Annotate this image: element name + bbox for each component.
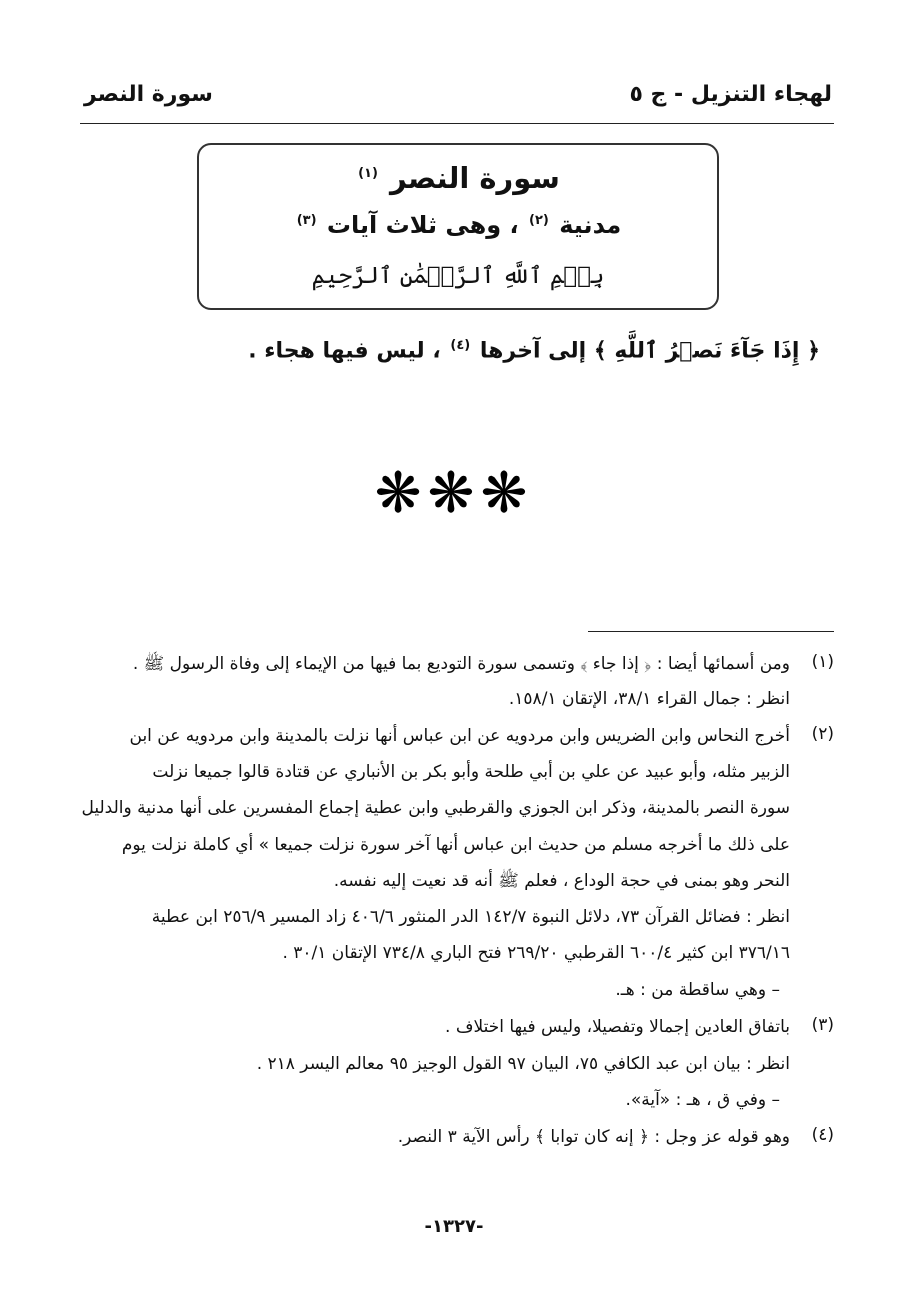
basmala: بِسۡمِ ٱللَّهِ ٱلرَّحۡمَٰنِ ٱلرَّحِيمِ [311, 263, 605, 289]
footnote-rule [588, 631, 834, 632]
footnote-ref-2: (٢) [529, 213, 549, 228]
surah-subtitle [199, 211, 717, 239]
footnote-2-line-1: أخرج النحاس وابن الضريس وابن مردويه عن ابن عباس أنها نزلت بالمدينة وابن مردويه عن ابن [129, 726, 790, 746]
footnote-2-line-5: النحر وهو بمنى في حجة الوداع ، فعلم ﷺ أنه قد نعيت إليه نفسه. [333, 871, 790, 891]
footnote-3-line-2: انظر : بيان ابن عبد الكافي ٧٥، البيان ٩٧ القول الوجيز ٩٥ معالم اليسر ٢١٨ . [256, 1054, 790, 1074]
footnote-4-line-1: وهو قوله عز وجل : ﴿ إنه كان توابا ﴾ رأس الآية ٣ النصر. [397, 1127, 790, 1147]
header-rule [80, 123, 834, 124]
running-header-surah-name: سورة النصر [84, 82, 213, 107]
footnote-1-line-2: انظر : جمال القراء ٣٨/١، الإتقان ١٥٨/١. [508, 689, 790, 709]
footnote-2-line-7: ٣٧٦/١٦ ابن كثير ٦٠٠/٤ القرطبي ٢٦٩/٢٠ فتح الباري ٧٣٤/٨ الإتقان ٣٠/١ . [282, 943, 790, 963]
surah-subtitle-part-b: ، وهى ثلاث آيات [326, 211, 519, 239]
surah-title-box [197, 143, 719, 310]
footnote-number-4: (٤) [811, 1125, 834, 1145]
intro-paragraph [248, 338, 820, 363]
surah-subtitle-part-a: مدنية [559, 211, 622, 239]
footnote-number-2: (٢) [811, 724, 834, 744]
footnote-2-line-8: – وهي ساقطة من : هـ. [615, 980, 780, 1000]
page-number: -١٣٢٧- [424, 1216, 484, 1237]
footnote-2-line-4: على ذلك ما أخرجه مسلم من حديث ابن عباس أنها آخر سورة نزلت جميعا » أي كاملة نزلت يوم [121, 835, 790, 855]
footnote-number-1: (١) [811, 652, 834, 672]
intro-text-b: ، ليس فيها هجاء . [248, 338, 441, 364]
ornament-divider: ❋❋❋ [374, 461, 534, 526]
footnote-2-line-3: سورة النصر بالمدينة، وذكر ابن الجوزي والقرطبي وابن عطية إجماع المفسرين على أنها مدنية والدليل [81, 798, 790, 818]
surah-title [199, 161, 717, 195]
footnote-3-line-3: – وفي ق ، هـ : «آية». [625, 1090, 780, 1110]
footnote-ref-4: (٤) [450, 338, 471, 353]
footnote-number-3: (٣) [811, 1015, 834, 1035]
surah-title-text: سورة النصر [390, 161, 560, 195]
footnote-ref-3: (٣) [296, 213, 317, 228]
running-header-book-title: لهجاء التنزيل - ج ٥ [629, 82, 832, 107]
footnote-1-line-1: ومن أسمائها أيضا : ﴿ إذا جاء ﴾ وتسمى سورة التوديع بما فيها من الإيماء إلى وفاة الرسول ﷺ . [132, 654, 790, 674]
intro-text-a: ﴿ إِذَا جَآءَ نَصۡرُ ٱللَّهِ ﴾ إلى آخرها [479, 338, 820, 364]
footnote-ref-1: (١) [358, 166, 378, 182]
footnote-2-line-2: الزبير مثله، وأبو عبيد عن علي بن أبي طلحة وأبو بكر بن الأنباري عن قتادة قالوا جميعا نزلت [152, 762, 790, 782]
footnote-3-line-1: باتفاق العادين إجمالا وتفصيلا، وليس فيها اختلاف . [445, 1017, 790, 1037]
footnote-2-line-6: انظر : فضائل القرآن ٧٣، دلائل النبوة ١٤٢/٧ الدر المنثور ٤٠٦/٦ زاد المسير ٢٥٦/٩ ابن عطية [151, 907, 790, 927]
